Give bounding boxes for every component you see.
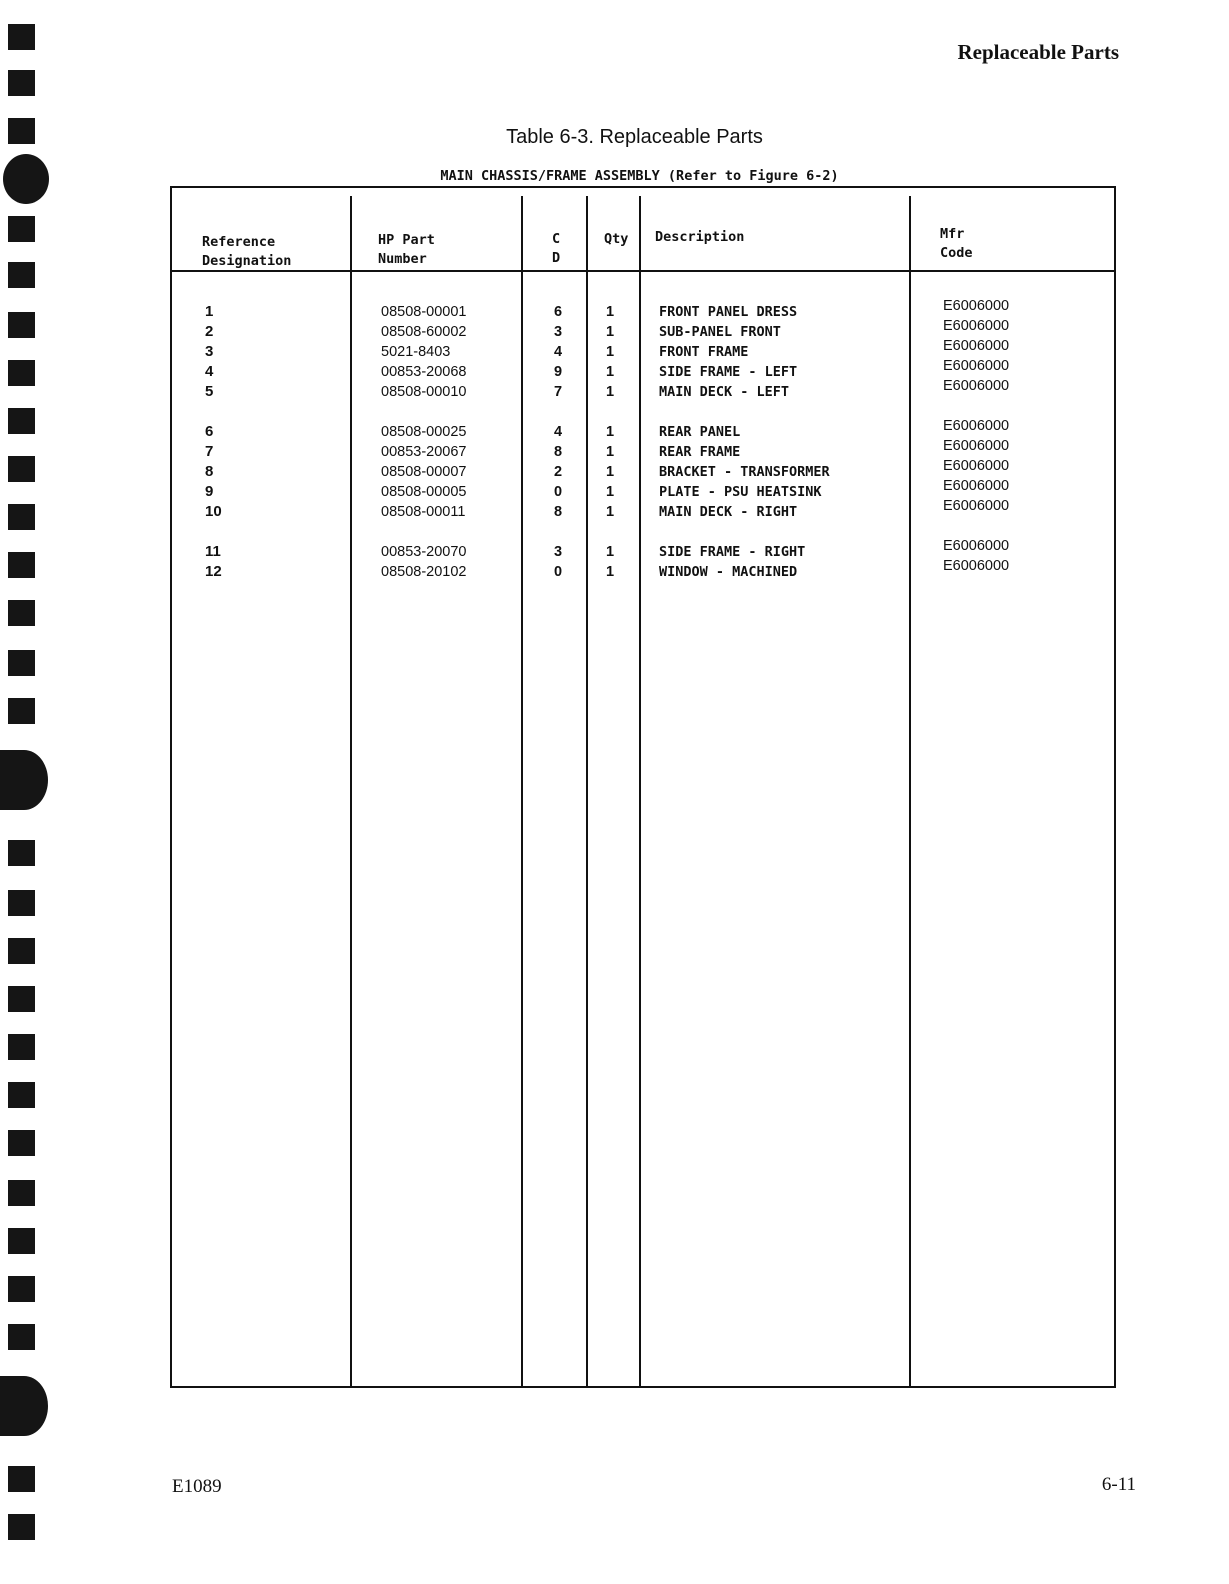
table-title: Table 6-3. Replaceable Parts (506, 126, 763, 148)
parts-table (170, 186, 1116, 1388)
header-description: Description (655, 229, 745, 245)
footer-document-number: E1089 (172, 1476, 222, 1497)
table-row: 3 5021-8403 4 1 FRONT FRAME E6006000 (205, 338, 1010, 360)
table-row: 6 08508-00025 4 1 REAR PANEL E6006000 (205, 418, 1010, 440)
header-qty: Qty (604, 231, 629, 247)
table-row: 7 00853-20067 8 1 REAR FRAME E6006000 (205, 438, 1010, 460)
table-row: 5 08508-00010 7 1 MAIN DECK - LEFT E6006000 (205, 378, 1010, 400)
table-row: 11 00853-20070 3 1 SIDE FRAME - RIGHT E6006000 (205, 538, 1010, 560)
table-row: 12 08508-20102 0 1 WINDOW - MACHINED E6006000 (205, 558, 1010, 580)
table-row: 10 08508-00011 8 1 MAIN DECK - RIGHT E6006000 (205, 498, 1010, 520)
binding-holes (0, 0, 40, 1584)
footer-page-number: 6-11 (1101, 1474, 1136, 1495)
table-row: 9 08508-00005 0 1 PLATE - PSU HEATSINK E6006000 (205, 478, 1010, 500)
table-row: 8 08508-00007 2 1 BRACKET - TRANSFORMER E6006000 (205, 458, 1010, 480)
header-hp-part-number: HP Part Number (378, 232, 435, 267)
header-reference-designation: Reference Designation (202, 234, 292, 269)
header-mfr-code: Mfr Code (940, 226, 973, 261)
table-subtitle: MAIN CHASSIS/FRAME ASSEMBLY (Refer to Figure 6-2) (440, 168, 839, 184)
running-head: Replaceable Parts (957, 40, 1119, 64)
header-cd: C D (552, 231, 561, 266)
table-row: 1 08508-00001 6 1 FRONT PANEL DRESS E6006000 (205, 298, 1010, 320)
table-row: 4 00853-20068 9 1 SIDE FRAME - LEFT E6006000 (205, 358, 1010, 380)
table-row: 2 08508-60002 3 1 SUB-PANEL FRONT E6006000 (205, 318, 1010, 340)
